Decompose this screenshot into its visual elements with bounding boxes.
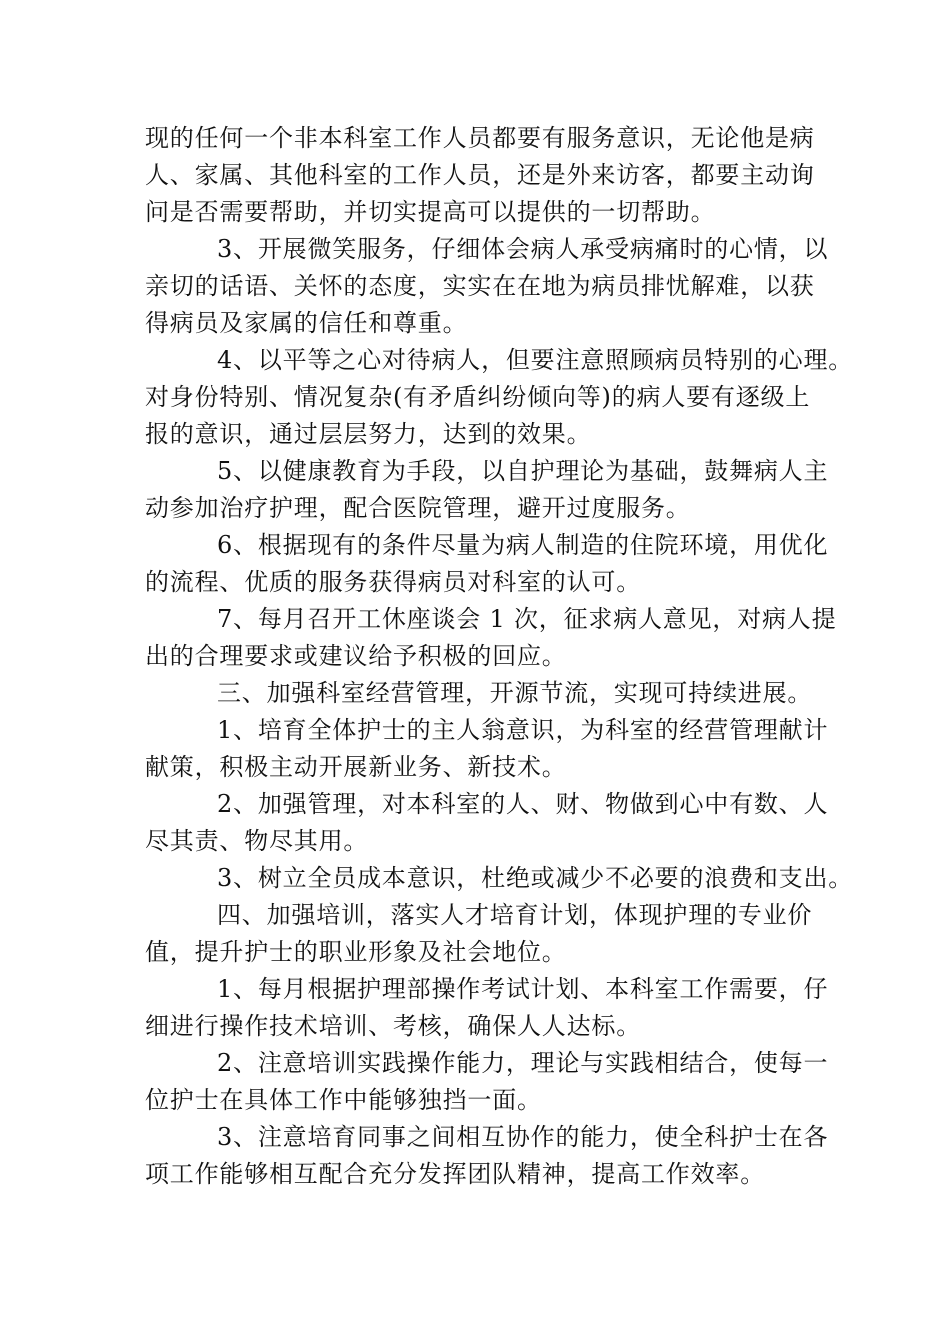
text-line: 的流程、优质的服务获得病员对科室的认可。 — [145, 568, 641, 596]
text-line: 出的合理要求或建议给予积极的回应。 — [145, 642, 567, 670]
paragraph-start-line: 2、加强管理，对本科室的人、财、物做到心中有数、人 — [217, 790, 829, 818]
text-line: 现的任何一个非本科室工作人员都要有服务意识，无论他是病 — [145, 124, 815, 152]
paragraph-start-line: 6、根据现有的条件尽量为病人制造的住院环境，用优化 — [217, 531, 829, 559]
paragraph-start-line: 1、每月根据护理部操作考试计划、本科室工作需要，仔 — [217, 975, 829, 1003]
paragraph-start-line: 1、培育全体护士的主人翁意识，为科室的经营管理献计 — [217, 716, 829, 744]
paragraph-start-line: 2、注意培训实践操作能力，理论与实践相结合，使每一 — [217, 1049, 829, 1077]
text-line: 动参加治疗护理，配合医院管理，避开过度服务。 — [145, 494, 691, 522]
text-line: 得病员及家属的信任和尊重。 — [145, 309, 468, 337]
paragraph-start-line: 3、注意培育同事之间相互协作的能力，使全科护士在各 — [217, 1123, 829, 1151]
text-line: 亲切的话语、关怀的态度，实实在在地为病员排忧解难，以获 — [145, 272, 815, 300]
text-line: 人、家属、其他科室的工作人员，还是外来访客，都要主动询 — [145, 161, 815, 189]
text-line: 报的意识，通过层层努力，达到的效果。 — [145, 420, 592, 448]
text-line: 细进行操作技术培训、考核，确保人人达标。 — [145, 1012, 641, 1040]
section-heading-4: 四、加强培训，落实人才培育计划，体现护理的专业价 — [217, 901, 813, 929]
document-body — [145, 120, 854, 1193]
section-heading-3: 三、加强科室经营管理，开源节流，实现可持续进展。 — [217, 679, 813, 707]
paragraph-start-line: 3、树立全员成本意识，杜绝或减少不必要的浪费和支出。 — [217, 864, 854, 892]
text-line: 问是否需要帮助，并切实提高可以提供的一切帮助。 — [145, 198, 716, 226]
text-line: 位护士在具体工作中能够独挡一面。 — [145, 1086, 542, 1114]
paragraph-start-line: 4、以平等之心对待病人，但要注意照顾病员特别的心理。 — [217, 346, 854, 374]
text-line: 值，提升护士的职业形象及社会地位。 — [145, 938, 567, 966]
paragraph-start-line: 5、以健康教育为手段，以自护理论为基础，鼓舞病人主 — [217, 457, 829, 485]
text-line: 项工作能够相互配合充分发挥团队精神，提高工作效率。 — [145, 1160, 765, 1188]
paragraph-start-line: 3、开展微笑服务，仔细体会病人承受病痛时的心情，以 — [217, 235, 829, 263]
paragraph-start-line: 7、每月召开工休座谈会 1 次，征求病人意见，对病人提 — [217, 605, 837, 633]
text-line: 献策，积极主动开展新业务、新技术。 — [145, 753, 567, 781]
text-line: 对身份特别、情况复杂(有矛盾纠纷倾向等)的病人要有逐级上 — [145, 383, 811, 411]
text-line: 尽其责、物尽其用。 — [145, 827, 369, 855]
